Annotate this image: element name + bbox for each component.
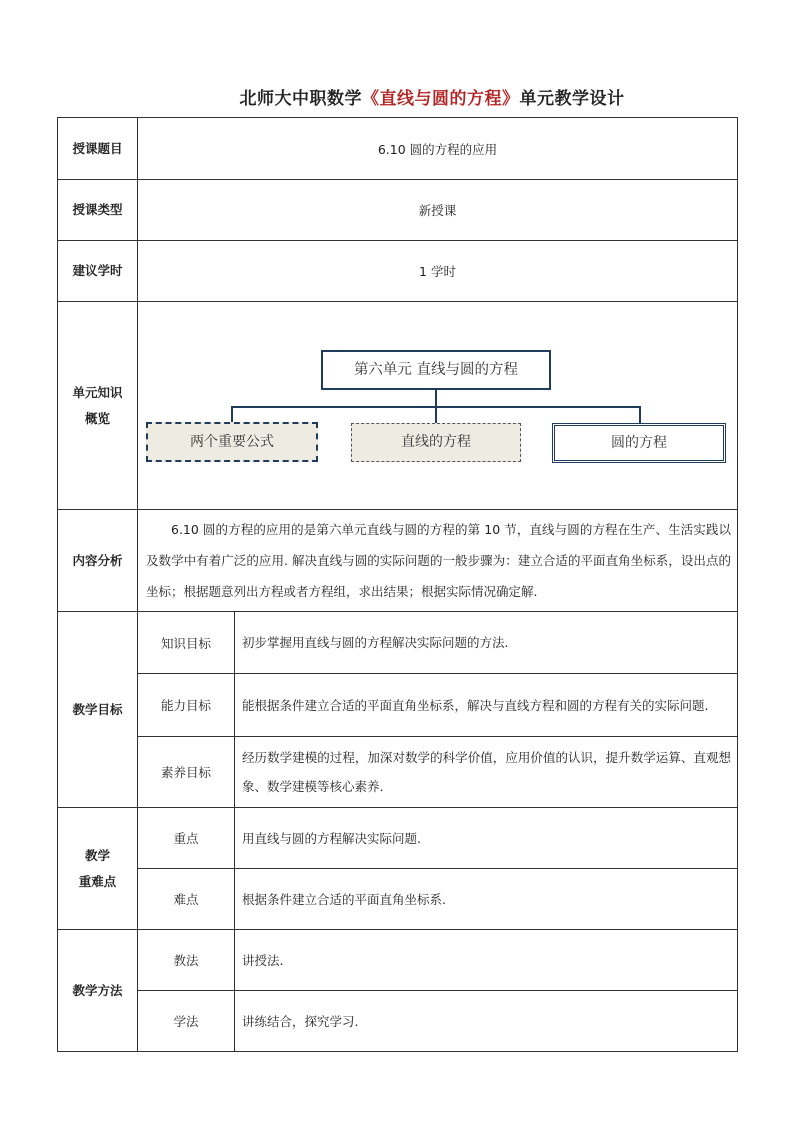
table-row-hours [58,241,738,302]
goal-text-ability: 能根据条件建立合适的平面直角坐标系，解决与直线方程和圆的方程有关的实际问题. [235,674,738,737]
method-text-teaching: 讲授法. [235,930,738,991]
value-type: 新授课 [138,180,738,241]
keypoint-text-focus: 用直线与圆的方程解决实际问题. [235,808,738,869]
goal-name-knowledge: 知识目标 [138,612,235,674]
value-topic: 6.10 圆的方程的应用 [138,118,738,180]
label-keypoints-line2: 重难点 [78,873,117,889]
table-row-goal-knowledge [58,612,738,674]
label-keypoints-line1: 教学 [84,847,110,863]
title-highlight: 《直线与圆的方程》 [362,89,520,109]
keypoint-name-focus: 重点 [138,808,235,869]
label-goals: 教学目标 [58,612,138,808]
diagram-connectors [138,303,738,508]
table-row-overview [58,302,738,510]
table-row-goal-literacy [58,737,738,808]
table-row-goal-ability [58,674,738,737]
lesson-plan-table [57,117,738,1052]
goal-name-ability: 能力目标 [138,674,235,737]
label-overview-line1: 单元知识 [72,384,123,400]
label-topic: 授课题目 [58,118,138,180]
label-type: 授课类型 [58,180,138,241]
label-hours: 建议学时 [58,241,138,302]
diagram-box-line-equation: 直线的方程 [351,423,521,462]
value-analysis: 6.10 圆的方程的应用的是第六单元直线与圆的方程的第 10 节，直线与圆的方程在生产、生活实践以及数学中有着广泛的应用. 解决直线与圆的实际问题的一般步骤为：建立合适的平面直角坐标系，设出点的坐标；根据题意列出方程或者方程组，求出结果；根据实际情况确定解. [138,510,738,612]
document-title [0,84,794,109]
value-hours: 1 学时 [138,241,738,302]
label-analysis: 内容分析 [58,510,138,612]
table-row-difficulty [58,869,738,930]
table-row-learning-method [58,991,738,1052]
label-overview [58,302,138,510]
title-prefix: 北师大中职数学 [239,89,362,109]
label-keypoints [58,808,138,930]
diagram-box-circle-equation: 圆的方程 [552,423,726,463]
title-suffix: 单元教学设计 [519,89,625,109]
diagram-box-formulas: 两个重要公式 [146,422,318,462]
table-row-teaching-method [58,930,738,991]
label-overview-line2: 概览 [84,410,110,426]
method-name-teaching: 教法 [138,930,235,991]
diagram-root-box: 第六单元 直线与圆的方程 [321,350,551,390]
goal-text-literacy: 经历数学建模的过程，加深对数学的科学价值，应用价值的认识，提升数学运算、直观想象、数学建模等核心素养. [235,737,738,808]
overview-diagram-cell [138,302,738,510]
table-row-analysis [58,510,738,612]
keypoint-text-difficulty: 根据条件建立合适的平面直角坐标系. [235,869,738,930]
method-text-learning: 讲练结合，探究学习. [235,991,738,1052]
goal-name-literacy: 素养目标 [138,737,235,808]
table-row-type [58,180,738,241]
unit-diagram [138,303,737,508]
keypoint-name-difficulty: 难点 [138,869,235,930]
label-methods: 教学方法 [58,930,138,1052]
goal-text-knowledge: 初步掌握用直线与圆的方程解决实际问题的方法. [235,612,738,674]
method-name-learning: 学法 [138,991,235,1052]
table-row-topic [58,118,738,180]
table-row-key-point [58,808,738,869]
